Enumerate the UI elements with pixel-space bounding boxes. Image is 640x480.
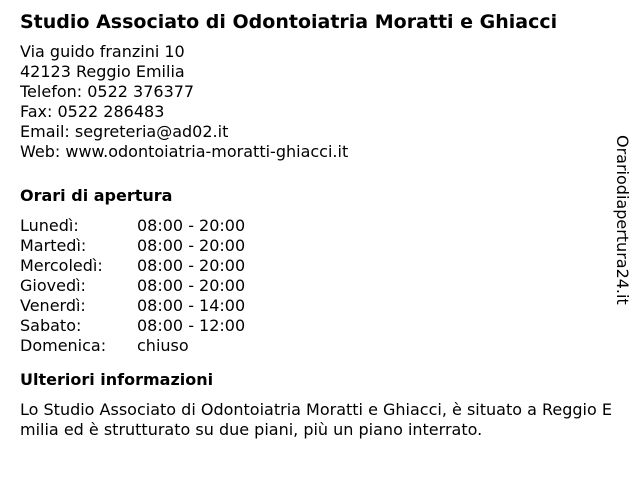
time-value: 08:00 - 20:00 <box>137 236 246 255</box>
hours-row-thursday <box>20 276 600 296</box>
time-value: chiuso <box>137 336 189 355</box>
time-value: 08:00 - 14:00 <box>137 296 246 315</box>
time-value: 08:00 - 20:00 <box>137 256 246 275</box>
day-label: Domenica: <box>20 336 107 355</box>
address-line-city: 42123 Reggio Emilia <box>20 62 185 81</box>
day-label: Sabato: <box>20 316 82 335</box>
web-line[interactable]: Web: www.odontoiatria-moratti-ghiacci.it <box>20 142 349 161</box>
fax-line: Fax: 0522 286483 <box>20 102 165 121</box>
time-value: 08:00 - 12:00 <box>137 316 246 335</box>
opening-hours-table <box>20 216 600 356</box>
site-watermark: Orariodiapertura24.it <box>613 135 632 305</box>
time-value: 08:00 - 20:00 <box>137 276 246 295</box>
hours-row-monday <box>20 216 600 236</box>
hours-row-tuesday <box>20 236 600 256</box>
contact-block <box>20 42 600 162</box>
hours-row-saturday <box>20 316 600 336</box>
hours-row-sunday <box>20 336 600 356</box>
day-label: Mercoledì: <box>20 256 103 275</box>
day-label: Martedì: <box>20 236 87 255</box>
further-info-text: Lo Studio Associato di Odontoiatria Moratti e Ghiacci, è situato a Reggio Emilia ed è strutturato su due piani, più un piano interrato. <box>20 400 612 439</box>
day-label: Giovedì: <box>20 276 86 295</box>
day-label: Venerdì: <box>20 296 86 315</box>
day-label: Lunedì: <box>20 216 79 235</box>
email-line[interactable]: Email: segreteria@ad02.it <box>20 122 229 141</box>
hours-row-wednesday <box>20 256 600 276</box>
phone-line: Telefon: 0522 376377 <box>20 82 195 101</box>
opening-hours-heading: Orari di apertura <box>20 186 173 205</box>
page-content <box>20 10 612 440</box>
further-info-heading: Ulteriori informazioni <box>20 370 214 389</box>
address-line-street: Via guido franzini 10 <box>20 42 185 61</box>
hours-row-friday <box>20 296 600 316</box>
time-value: 08:00 - 20:00 <box>137 216 246 235</box>
page-title: Studio Associato di Odontoiatria Moratti e Ghiacci <box>20 11 558 33</box>
